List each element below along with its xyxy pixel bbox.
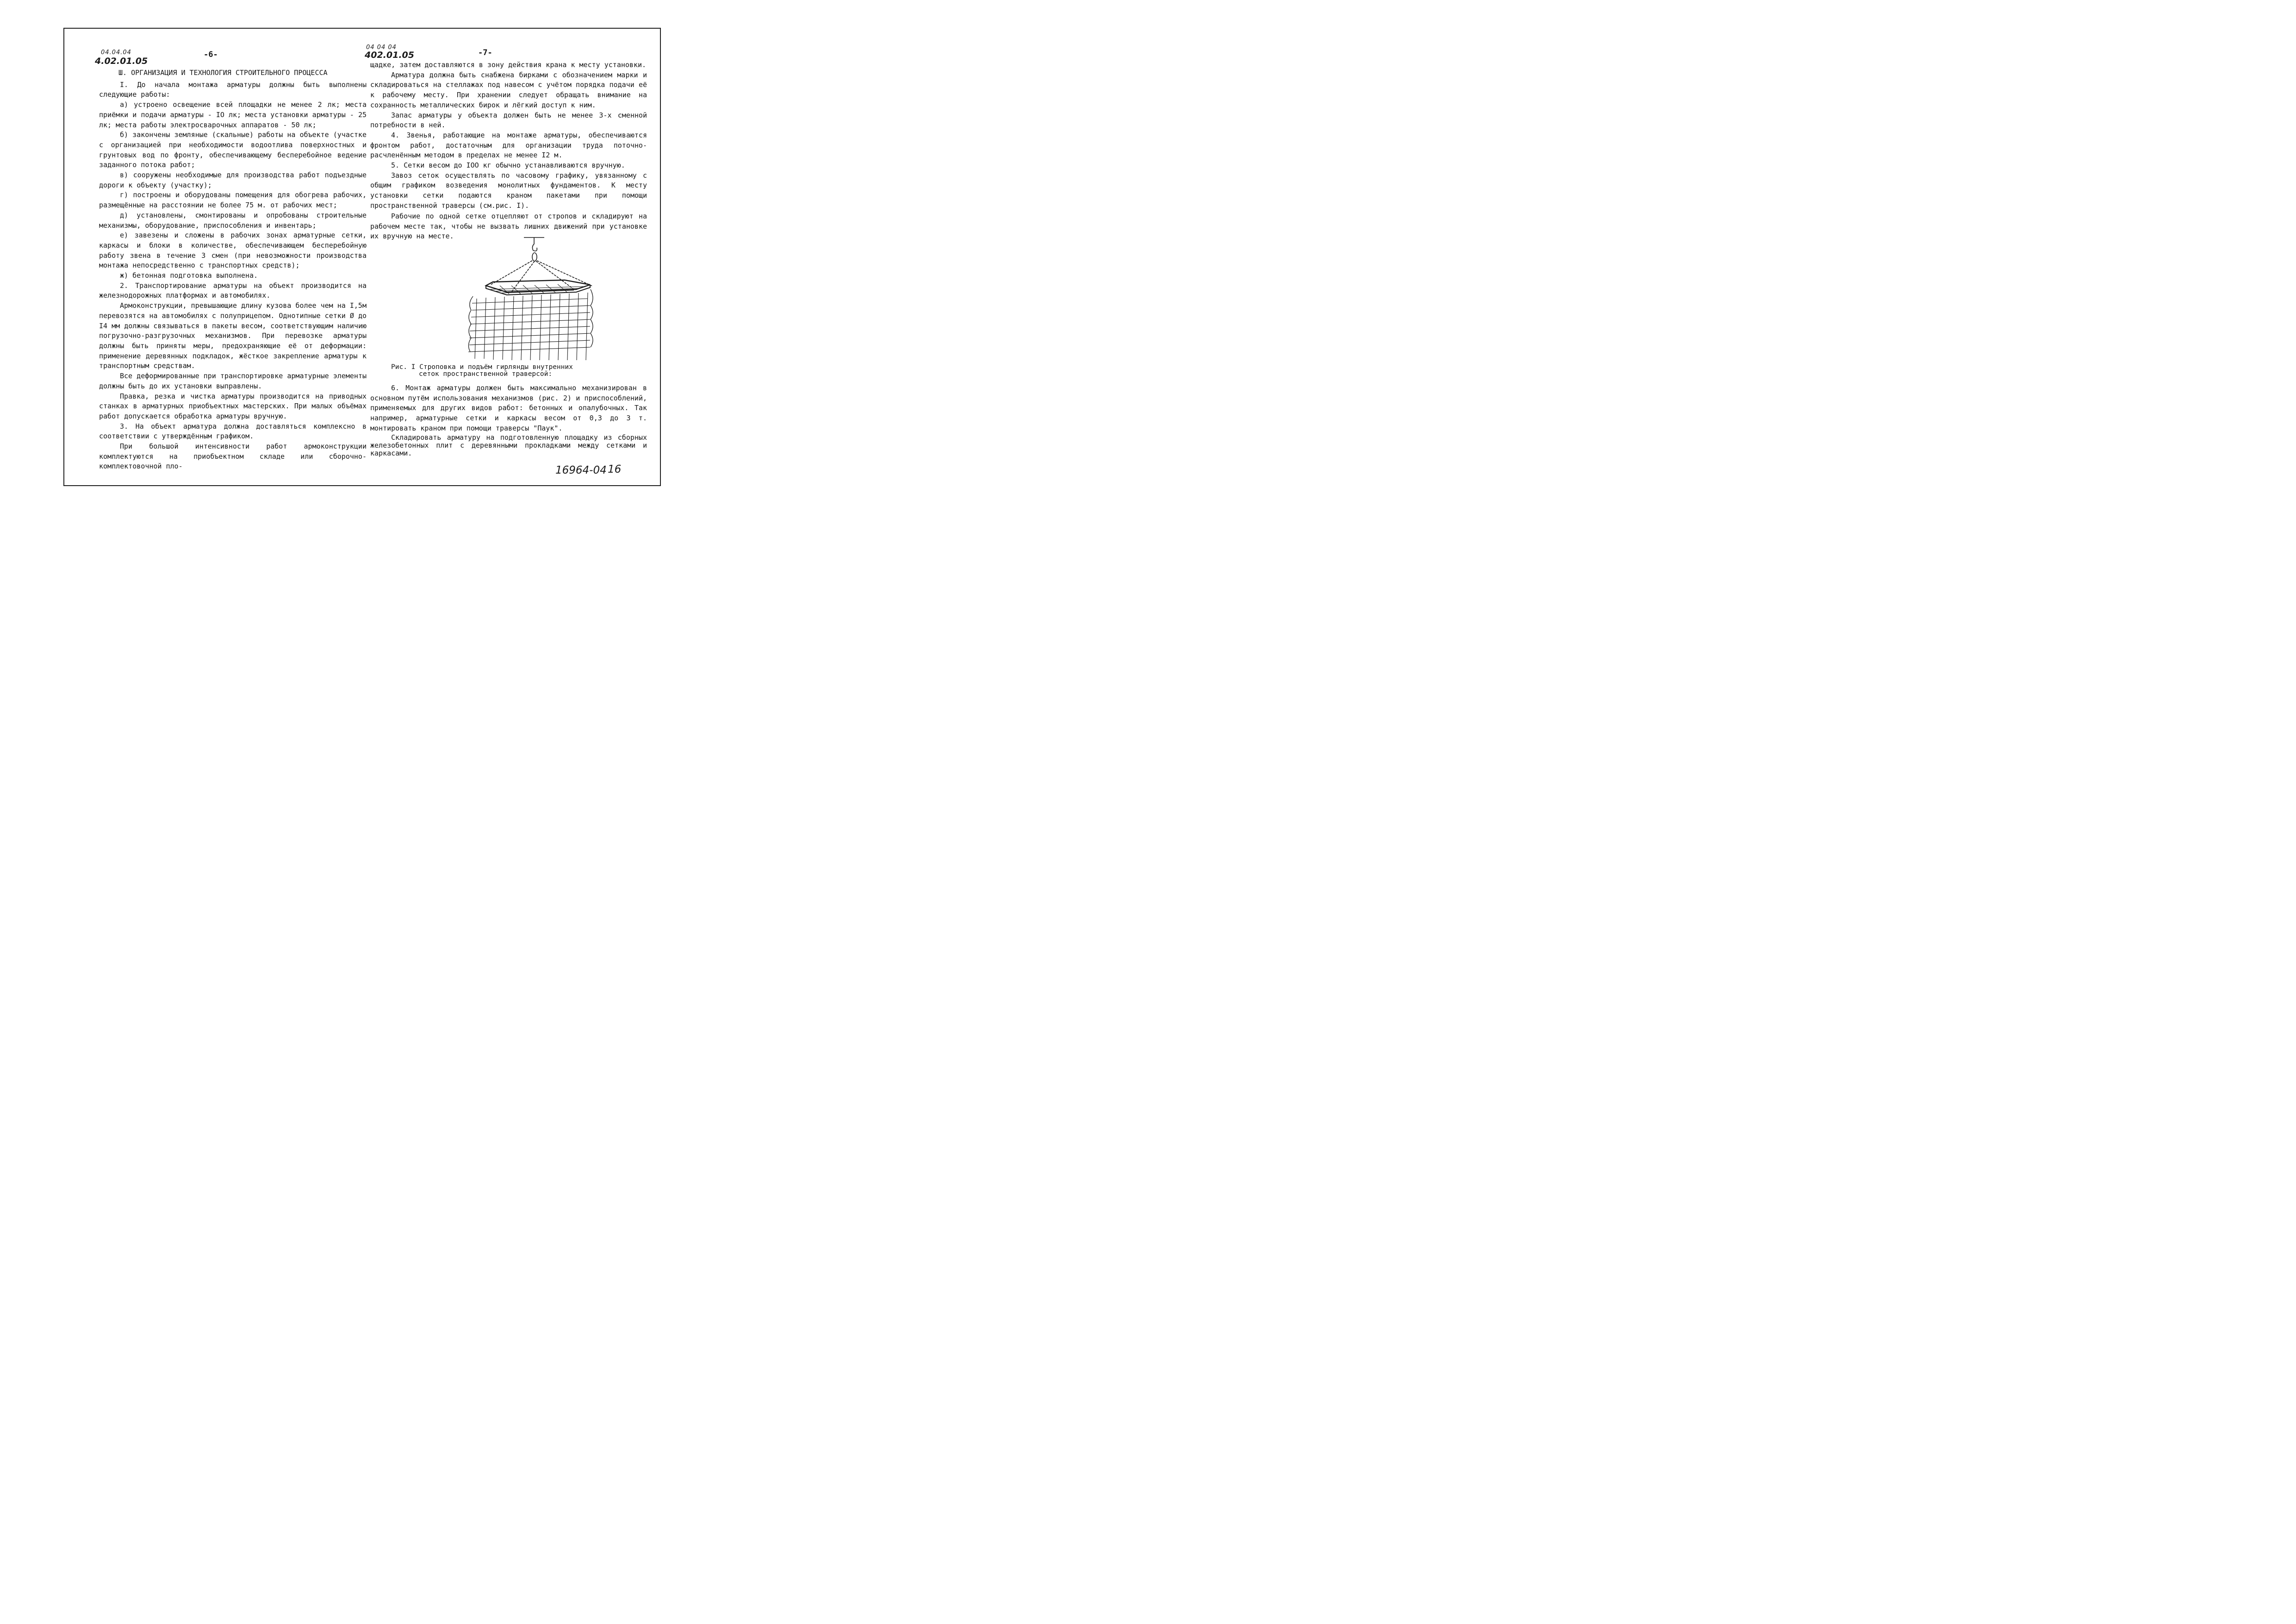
- paragraph: Завоз сеток осуществлять по часовому графику, увязанному с общим графиком возведения монолитных фундаментов. К месту установки сетки подаются краном пакетами при помощи пространственной траверсы (см.рис. I).: [370, 171, 647, 210]
- paragraph: а) устроено освещение всей площадки не менее 2 лк; места приёмки и подачи арматуры - IO лк; места установки арматуры - 25 лк; места работы электросварочных аппаратов - 50 лк;: [99, 100, 367, 129]
- left-page-number: -6-: [204, 50, 218, 59]
- right-column-top: [370, 60, 647, 211]
- paragraph: 5. Сетки весом до IOO кг обычно устанавливаются вручную.: [391, 161, 625, 170]
- right-doc-code: 402.01.05: [365, 50, 414, 60]
- paragraph: Арматура должна быть снабжена бирками с обозначением марки и складироваться на стеллажах под навесом с учётом порядка подачи её к рабочему месту. При хранении следует обращать внимание на сохранность металлических бирок и лёгкий доступ к ним.: [370, 70, 647, 109]
- right-doc-code-small: 04 04 04: [366, 44, 397, 51]
- caption-line-2: сеток пространственной траверсой:: [419, 370, 553, 378]
- hook-icon: [532, 237, 537, 251]
- paragraph: При большой интенсивности работ армоконструкции комплектуются на приобъектном складе или сборочно-комплектовочной пло-: [99, 442, 367, 471]
- paragraph: б) закончены земляные (скальные) работы на объекте (участке с организацией при необходимости водоотлива поверхностных и грунтовых вод по фронту, обеспечивающему бесперебойное ведение заданного потока работ;: [99, 131, 367, 169]
- paragraph: Армоконструкции, превышающие длину кузова более чем на I,5м перевозятся на автомобилях с полуприцепом. Однотипные сетки Ø до I4 мм должны связываться в пакеты весом, соответствующим наличию погрузочно-разгрузочных механизмов. При перевозке арматуры должны быть приняты меры, предохраняющие её от деформации: применение деревянных подкладок, жёсткое закрепление арматуры к транспортным средствам.: [99, 301, 367, 370]
- sheet-number: 16: [608, 463, 622, 475]
- caption-line-1: Рис. I Строповка и подъём гирлянды внутренних: [391, 363, 573, 371]
- paragraph: 6. Монтаж арматуры должен быть максимально механизирован в основном путём использования механизмов (рис. 2) и приспособлений, применяемых для других видов работ: бетонных и опалубочных. Так например, арматурные сетки и каркасы весом от 0,3 до 3 т. монтировать краном при помощи траверсы "Паук".: [370, 384, 647, 432]
- paragraph: 3. На объект арматура должна доставляться комплексно в соответствии с утверждённым графиком.: [99, 422, 367, 441]
- left-doc-code: 4.02.01.05: [95, 56, 148, 66]
- paragraph: щадке, затем доставляются в зону действия крана к месту установки.: [370, 61, 647, 69]
- paragraph: Складировать арматуру на подготовленную площадку из сборных железобетонных плит с деревянными прокладками между сетками и каркасами.: [370, 433, 647, 457]
- paragraph: Все деформированные при транспортировке арматурные элементы должны быть до их установки выправлены.: [99, 372, 367, 390]
- left-column: [99, 68, 367, 472]
- paragraph: д) установлены, смонтированы и опробованы строительные механизмы, оборудование, приспособления и инвентарь;: [99, 211, 367, 230]
- mesh-stack: [468, 293, 590, 360]
- right-page-number: -7-: [478, 48, 492, 57]
- paragraph: г) построены и оборудованы помещения для обогрева рабочих, размещённые на расстоянии не более 75 м. от рабочих мест;: [99, 191, 367, 210]
- left-doc-code-small: 04.04.04: [101, 49, 131, 56]
- paragraph: Запас арматуры у объекта должен быть не менее 3-х сменной потребности в ней.: [370, 111, 647, 130]
- traverse-frame: [486, 280, 590, 292]
- paragraph: 2. Транспортирование арматуры на объект производится на железнодорожных платформах и автомобилях.: [99, 281, 367, 300]
- paragraph: в) сооружены необходимые для производства работ подъездные дороги к объекту (участку);: [99, 171, 367, 189]
- figure-mesh-lifting: [458, 234, 597, 363]
- paragraph: I. До начала монтажа арматуры должны быть выполнены следующие работы:: [99, 80, 367, 99]
- paragraph: ж) бетонная подготовка выполнена.: [120, 271, 258, 280]
- paragraph: Рабочие по одной сетке отцепляют от стропов и складируют на рабочем месте так, чтобы не вызвать лишних движений при установке их вручную на месте.: [370, 212, 647, 241]
- paragraph: Правка, резка и чистка арматуры производится на приводных станках в арматурных приобъектных мастерских. При малых объёмах работ допускается обработка арматуры вручную.: [99, 392, 367, 420]
- right-column-bottom: [370, 383, 647, 457]
- paragraph: 4. Звенья, работающие на монтаже арматуры, обеспечиваются фронтом работ, достаточным для организации труда поточно-расчленённым методом в пределах не менее I2 м.: [370, 131, 647, 160]
- document-stamp: 16964-04: [555, 464, 607, 476]
- section-title: Ш. ОРГАНИЗАЦИЯ И ТЕХНОЛОГИЯ СТРОИТЕЛЬНОГО ПРОЦЕССА: [118, 69, 328, 77]
- figure-caption: [391, 364, 595, 378]
- paragraph: е) завезены и сложены в рабочих зонах арматурные сетки, каркасы и блоки в количестве, обеспечивающем бесперебойную работу звена в течение 3 смен (при невозможности производства монтажа непосредственно с транспортных средств);: [99, 231, 367, 270]
- ring: [532, 253, 537, 261]
